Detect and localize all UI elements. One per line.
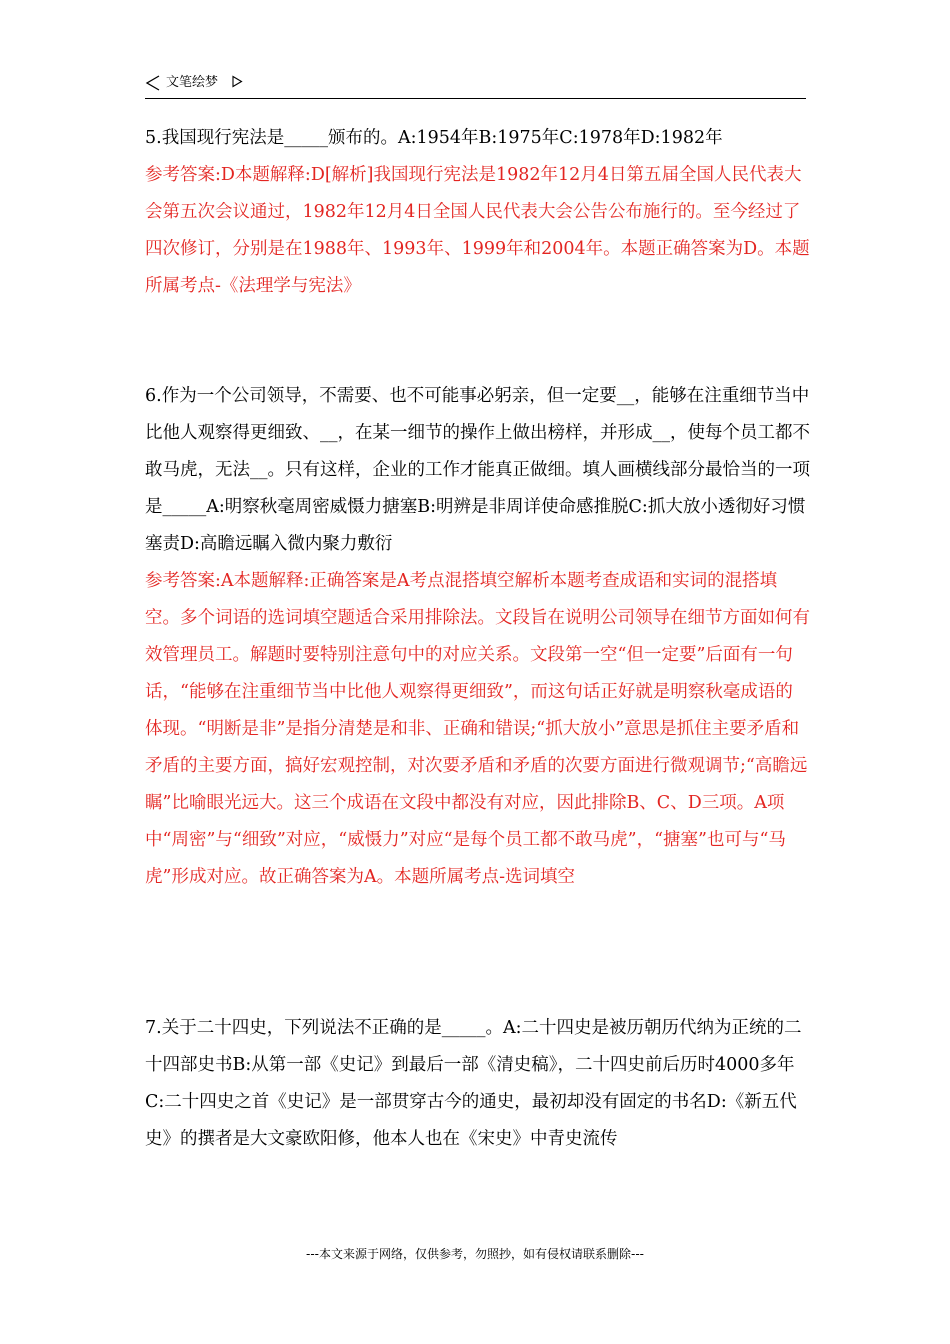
question-5	[145, 120, 810, 305]
right-triangle-icon	[231, 75, 243, 88]
question-6	[145, 378, 810, 896]
question-7	[145, 1010, 810, 1158]
left-triangle-icon	[145, 75, 161, 91]
question-text: 6.作为一个公司领导，不需要、也不可能事必躬亲，但一定要__，能够在注重细节当中比他人观察得更细致、__，在某一细节的操作上做出榜样，并形成__，使每个员工都不敢马虎，无法__。只有这样，企业的工作才能真正做细。填人画横线部分最恰当的一项是_____A:明察秋毫周密威慑力搪塞B:明辨是非周详使命感推脱C:抓大放小透彻好习惯塞责D:高瞻远瞩入微内聚力敷衍	[145, 386, 810, 554]
page-header	[145, 72, 806, 99]
question-text: 5.我国现行宪法是_____颁布的。A:1954年B:1975年C:1978年D:1982年	[145, 128, 723, 148]
footer-disclaimer: ---本文来源于网络，仅供参考，勿照抄，如有侵权请联系删除---	[306, 1247, 644, 1261]
header-brand: 文笔绘梦	[166, 75, 219, 90]
question-text: 7.关于二十四史，下列说法不正确的是_____。A:二十四史是被历朝历代纳为正统的二十四部史书B:从第一部《史记》到最后一部《清史稿》，二十四史前后历时4000多年C:二十四史之首《史记》是一部贯穿古今的通史，最初却没有固定的书名D:《新五代史》的撰者是大文豪欧阳修，他本人也在《宋史》中青史流传	[145, 1018, 802, 1149]
answer-text: 参考答案:D本题解释:D[解析]我国现行宪法是1982年12月4日第五届全国人民代表大会第五次会议通过，1982年12月4日全国人民代表大会公告公布施行的。至今经过了四次修订，分别是在1988年、1993年、1999年和2004年。本题正确答案为D。本题所属考点-《法理学与宪法》	[145, 165, 810, 296]
answer-text: 参考答案:A本题解释:正确答案是A考点混搭填空解析本题考查成语和实词的混搭填空。多个词语的选词填空题适合采用排除法。文段旨在说明公司领导在细节方面如何有效管理员工。解题时要特别注意句中的对应关系。文段第一空“但一定要”后面有一句话，“能够在注重细节当中比他人观察得更细致”，而这句话正好就是明察秋毫成语的体现。“明断是非”是指分清楚是和非、正确和错误;“抓大放小”意思是抓住主要矛盾和矛盾的主要方面，搞好宏观控制，对次要矛盾和矛盾的次要方面进行微观调节;“高瞻远瞩”比喻眼光远大。这三个成语在文段中都没有对应，因此排除B、C、D三项。A项中“周密”与“细致”对应，“威慑力”对应“是每个员工都不敢马虎”，“搪塞”也可与“马虎”形成对应。故正确答案为A。本题所属考点-选词填空	[145, 571, 810, 887]
